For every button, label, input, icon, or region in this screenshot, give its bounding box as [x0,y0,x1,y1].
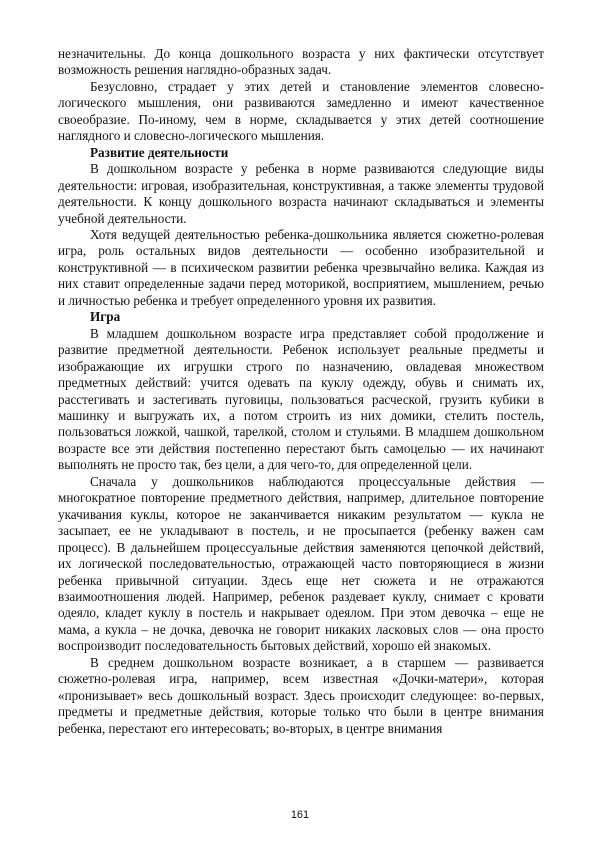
paragraph-2: Безусловно, страдает у этих детей и становление элементов словесно-логического мышления, они развиваются замедленно и имеют качественное своеобразие. По-иному, чем в норме, складывается у этих детей соотношение наглядного и словесно-логического мышления. [58,78,544,144]
paragraph-7: В среднем дошкольном возрасте возникает, а в старшем — развивается сюжетно-ролевая игра, например, всем известная «Дочки-матери», которая «пронизывает» весь дошкольный возраст. Здесь происходит следующее: во-первых, предметы и предметные действия, которые только что были в центре внимания ребенка, перестают его интересовать; во-вторых, в центре внимания [58,654,544,736]
paragraph-3: В дошкольном возрасте у ребенка в норме развиваются следующие виды деятельности: игровая, изобразительная, конструктивная, а также элементы трудовой деятельности. К концу дошкольного возраста начинают складываться и элементы учебной деятельности. [58,161,544,226]
page-number: 161 [290,809,310,821]
book-page-text [58,46,544,737]
paragraph-5: В младшем дошкольном возрасте игра представляет собой продолжение и развитие предметной деятельности. Ребенок использует реальные предметы и изображающие их игрушки строго по назначению, овладевая множеством предметных действий: учится одевать па куклу одежду, обувь и снимать их, расстегивать и застегивать пуговицы, пользоваться расческой, грузить кубики в машинку и выгружать их, а потом строить из них домики, стелить постель, пользоваться ложкой, чашкой, тарелкой, столом и стульями. В младшем дошкольном возрасте все эти действия постепенно перестают быть самоцелью — их начинают выполнять не просто так, без цели, а для чего-то, для определенной цели. [58,325,544,473]
paragraph-4: Хотя ведущей деятельностью ребенка-дошкольника является сюжетно-ролевая игра, роль остальных видов деятельности — особенно изобразительной и конструктивной — в психическом развитии ребенка чрезвычайно велика. Каждая из них ставит определенные задачи перед моторикой, восприятием, мышлением, речью и личностью ребенка и требует определенного уровня их развития. [58,226,544,308]
paragraph-6: Сначала у дошкольников наблюдаются процессуальные действия — многократное повторение предметного действия, например, длительное повторение укачивания куклы, которое не заканчивается никаким результатом — кукла не засыпает, ее не укладывают в постель, и не просыпается (ребенку важен сам процесс). В дальнейшем процессуальные действия заменяются цепочкой действий, их логической последовательностью, отражающей часто повторяющиеся в жизни ребенка привычной ситуации. Здесь еще нет сюжета и не отражаются взаимоотношения людей. Например, ребенок раздевает куклу, снимает с кровати одеяло, кладет куклу в постель и накрывает одеялом. При этом девочка – еще не мама, а кукла – не дочка, девочка не говорит никаких ласковых слов — она просто воспроизводит последовательность бытовых действий, хорошо ей знакомых. [58,473,544,654]
paragraph-1: незначительны. До конца дошкольного возраста у них фактически отсутствует возможность решения наглядно-образных задач. [58,46,544,78]
section-heading-play: Игра [90,309,121,325]
section-heading-activity-development: Развитие деятельности [90,144,229,160]
